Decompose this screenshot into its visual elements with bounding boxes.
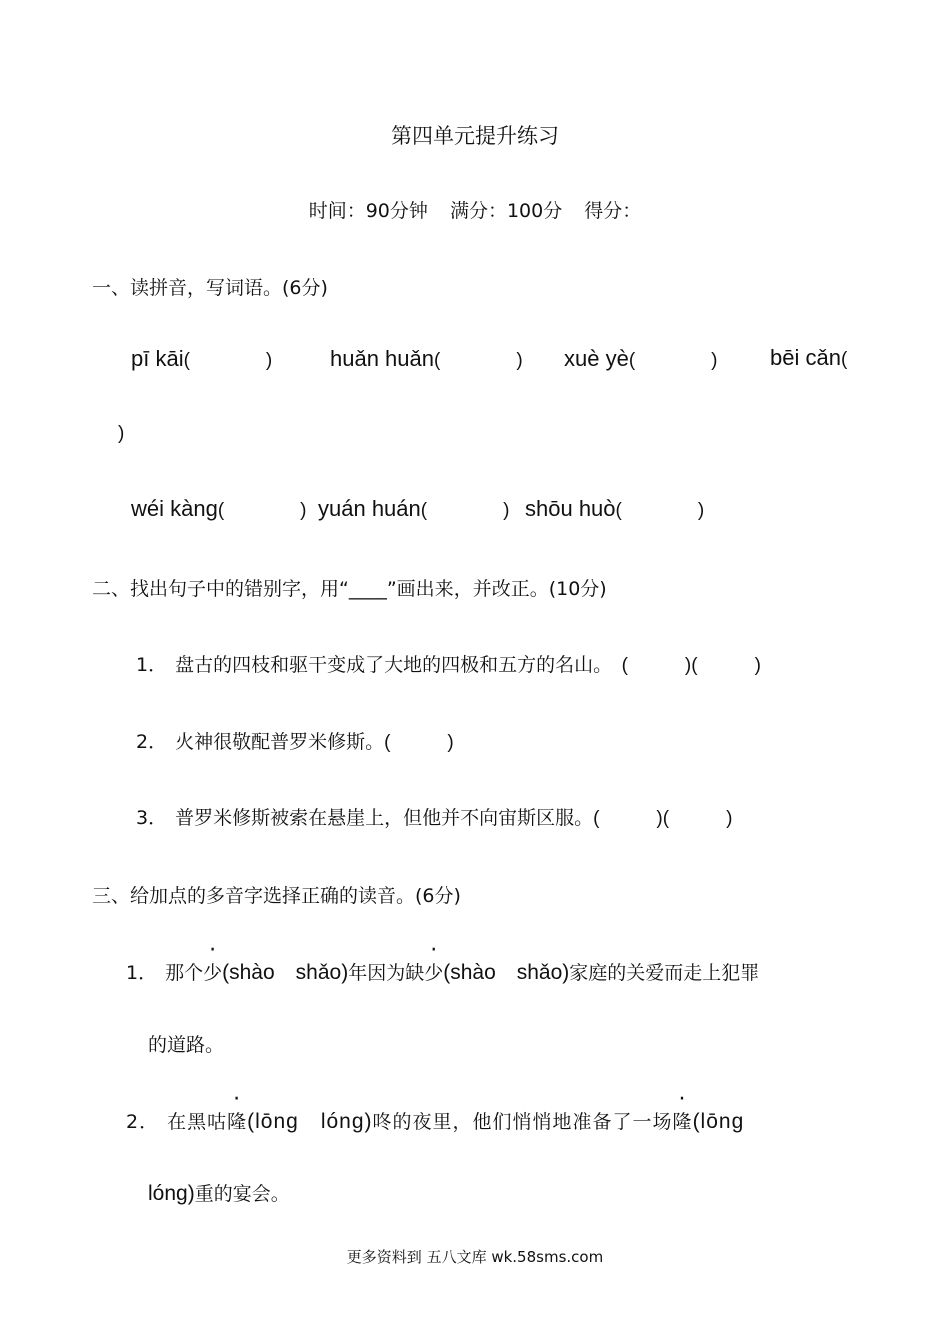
pinyin-item: wéi kàng( ) bbox=[131, 496, 307, 521]
pinyin-item: pī kāi( ) bbox=[131, 346, 273, 371]
pinyin-item: bēi cǎn( bbox=[770, 345, 848, 370]
pinyin-item: yuán huán( ) bbox=[318, 496, 510, 521]
time-label: 时间：90分钟 bbox=[308, 200, 428, 222]
page-title: 第四单元提升练习 bbox=[391, 124, 559, 148]
question-item-continued: lóng)重的宴会。 bbox=[148, 1182, 290, 1205]
section-2-heading: 二、找出句子中的错别字，用“____”画出来，并改正。(10分) bbox=[92, 578, 607, 600]
question-item: 2． 在黑咕隆(lōng lóng)咚的夜里，他们悄悄地准备了一场隆(lōng bbox=[126, 1110, 745, 1133]
question-item: 3． 普罗米修斯被索在悬崖上，但他并不向宙斯区服。( )( ) bbox=[136, 807, 733, 829]
full-score-label: 满分：100分 bbox=[449, 200, 563, 222]
pinyin-item: xuè yè( ) bbox=[564, 346, 718, 371]
exam-meta bbox=[0, 196, 950, 223]
question-item-continued: 的道路。 bbox=[148, 1034, 225, 1056]
section-1-heading: 一、读拼音，写词语。(6分) bbox=[92, 277, 328, 299]
question-item: 1． 盘古的四枝和驱干变成了大地的四极和五方的名山。 ( )( ) bbox=[136, 654, 761, 676]
pinyin-item: shōu huò( ) bbox=[525, 496, 705, 521]
paren-close: ) bbox=[118, 423, 125, 444]
section-3-heading: 三、给加点的多音字选择正确的读音。(6分) bbox=[92, 885, 461, 907]
question-item: 2． 火神很敬配普罗米修斯。( ) bbox=[136, 731, 454, 753]
pinyin-item: huǎn huǎn( ) bbox=[330, 346, 523, 371]
question-item: 1． 那个少(shào shǎo)年因为缺少(shào shǎo)家庭的关爱而走上犯罪 bbox=[126, 961, 760, 984]
score-label: 得分： bbox=[584, 200, 642, 222]
footer-text: 更多资料到 五八文库 wk.58sms.com bbox=[346, 1248, 604, 1266]
